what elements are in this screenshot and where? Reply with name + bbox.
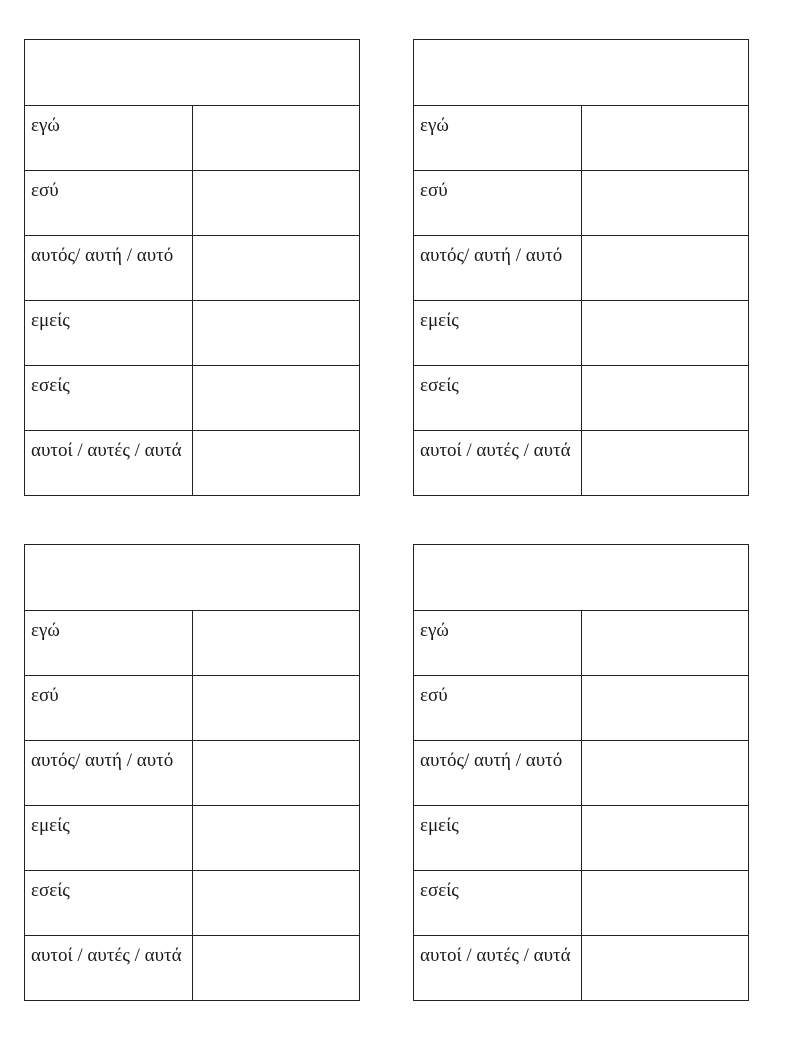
pronoun-label: εσύ	[25, 171, 193, 236]
verb-header-cell[interactable]	[414, 40, 749, 106]
pronoun-label: εμείς	[414, 301, 582, 366]
pronoun-label: αυτοί / αυτές / αυτά	[414, 431, 582, 496]
answer-cell[interactable]	[192, 871, 360, 936]
conjugation-table	[24, 544, 360, 1001]
answer-cell[interactable]	[192, 431, 360, 496]
answer-cell[interactable]	[192, 301, 360, 366]
answer-cell[interactable]	[581, 106, 749, 171]
answer-cell[interactable]	[581, 611, 749, 676]
pronoun-label: αυτοί / αυτές / αυτά	[25, 936, 193, 1001]
answer-cell[interactable]	[192, 171, 360, 236]
pronoun-label: εσείς	[414, 366, 582, 431]
conjugation-table	[413, 544, 749, 1001]
answer-cell[interactable]	[581, 171, 749, 236]
verb-header-cell[interactable]	[25, 40, 360, 106]
conjugation-table	[413, 39, 749, 496]
answer-cell[interactable]	[192, 106, 360, 171]
answer-cell[interactable]	[581, 676, 749, 741]
pronoun-label: εγώ	[25, 106, 193, 171]
pronoun-label: εγώ	[414, 611, 582, 676]
pronoun-label: εμείς	[414, 806, 582, 871]
answer-cell[interactable]	[581, 236, 749, 301]
answer-cell[interactable]	[581, 741, 749, 806]
answer-cell[interactable]	[192, 936, 360, 1001]
pronoun-label: εμείς	[25, 301, 193, 366]
pronoun-label: αυτός/ αυτή / αυτό	[414, 741, 582, 806]
answer-cell[interactable]	[581, 431, 749, 496]
answer-cell[interactable]	[192, 806, 360, 871]
pronoun-label: αυτός/ αυτή / αυτό	[25, 741, 193, 806]
answer-cell[interactable]	[192, 366, 360, 431]
answer-cell[interactable]	[192, 611, 360, 676]
pronoun-label: εγώ	[414, 106, 582, 171]
pronoun-label: εσείς	[25, 871, 193, 936]
verb-header-cell[interactable]	[414, 545, 749, 611]
answer-cell[interactable]	[581, 936, 749, 1001]
pronoun-label: εσείς	[414, 871, 582, 936]
pronoun-label: εσύ	[414, 171, 582, 236]
conjugation-table	[24, 39, 360, 496]
pronoun-label: εσύ	[414, 676, 582, 741]
pronoun-label: εσείς	[25, 366, 193, 431]
answer-cell[interactable]	[581, 301, 749, 366]
answer-cell[interactable]	[192, 236, 360, 301]
answer-cell[interactable]	[581, 366, 749, 431]
pronoun-label: αυτός/ αυτή / αυτό	[414, 236, 582, 301]
pronoun-label: αυτοί / αυτές / αυτά	[414, 936, 582, 1001]
answer-cell[interactable]	[192, 741, 360, 806]
pronoun-label: εσύ	[25, 676, 193, 741]
pronoun-label: εγώ	[25, 611, 193, 676]
pronoun-label: εμείς	[25, 806, 193, 871]
answer-cell[interactable]	[192, 676, 360, 741]
answer-cell[interactable]	[581, 871, 749, 936]
pronoun-label: αυτοί / αυτές / αυτά	[25, 431, 193, 496]
pronoun-label: αυτός/ αυτή / αυτό	[25, 236, 193, 301]
verb-header-cell[interactable]	[25, 545, 360, 611]
answer-cell[interactable]	[581, 806, 749, 871]
